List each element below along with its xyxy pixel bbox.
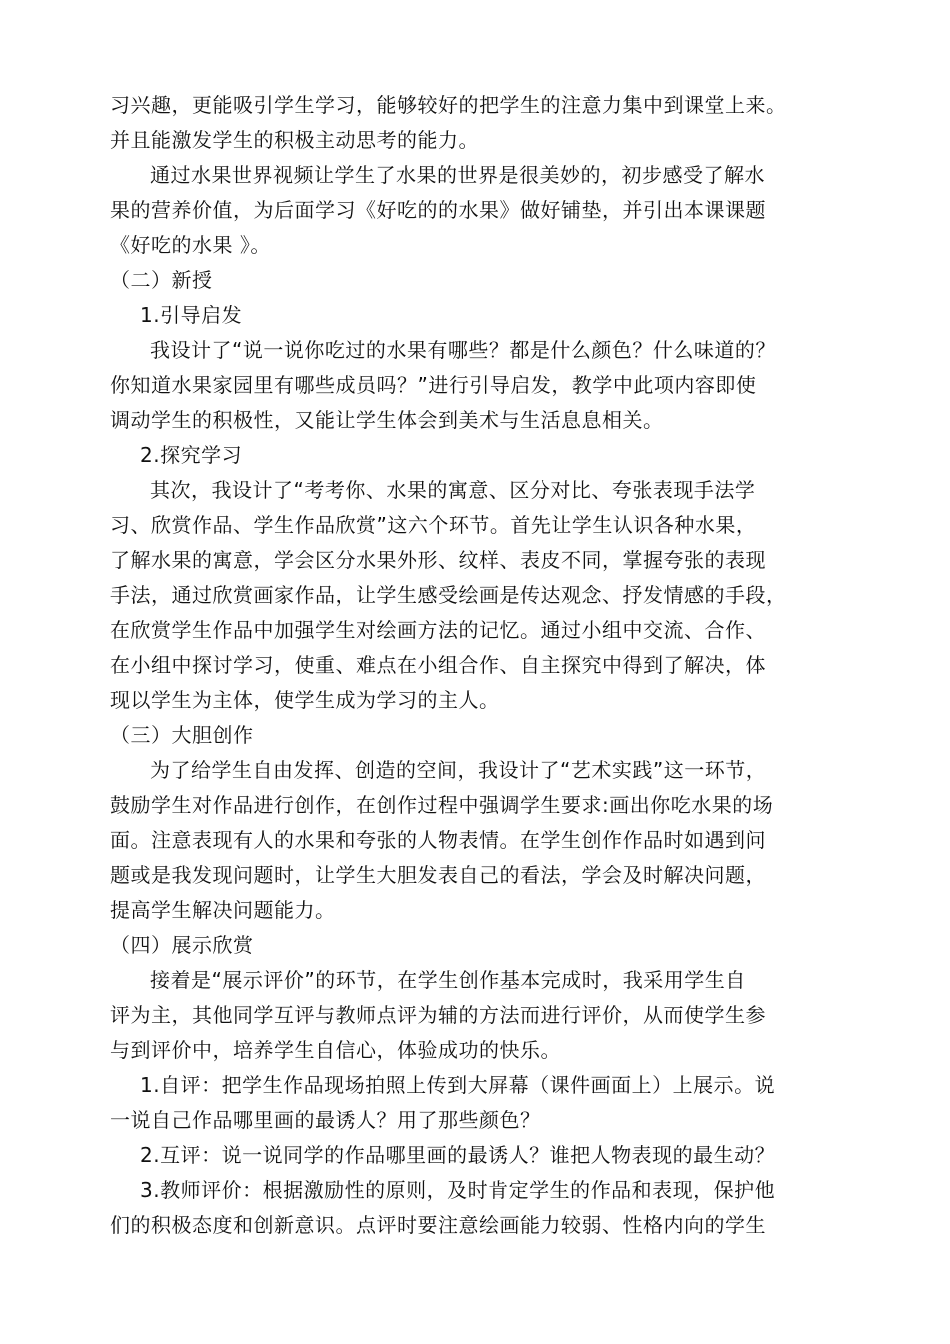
document-page: [110, 88, 858, 1243]
text-line: 1.自评：把学生作品现场拍照上传到大屏幕（课件画面上）上展示。说: [140, 1073, 776, 1097]
text-line: 题或是我发现问题时，让学生大胆发表自己的看法，学会及时解决问题，: [110, 863, 766, 887]
text-line: 通过水果世界视频让学生了水果的世界是很美妙的，初步感受了解水: [150, 163, 765, 187]
text-line: 其次，我设计了“考考你、水果的寓意、区分对比、夸张表现手法学: [150, 478, 756, 502]
subsection-heading: 2.探究学习: [140, 443, 243, 467]
text-line: 与到评价中，培养学生自信心，体验成功的快乐。: [110, 1038, 561, 1062]
text-line: 在小组中探讨学习，使重、难点在小组合作、自主探究中得到了解决，体: [110, 653, 766, 677]
section-heading: （四）展示欣赏: [110, 933, 254, 957]
text-line: 习兴趣，更能吸引学生学习，能够较好的把学生的注意力集中到课堂上来。: [110, 93, 787, 117]
text-line: 们的积极态度和创新意识。点评时要注意绘画能力较弱、性格内向的学生: [110, 1213, 766, 1237]
text-line: 了解水果的寓意，学会区分水果外形、纹样、表皮不同，掌握夸张的表现: [110, 548, 766, 572]
text-line: 为了给学生自由发挥、创造的空间，我设计了“艺术实践”这一环节，: [150, 758, 767, 782]
text-line: 面。注意表现有人的水果和夸张的人物表情。在学生创作作品时如遇到问: [110, 828, 766, 852]
text-line: 我设计了“说一说你吃过的水果有哪些？都是什么颜色？什么味道的？: [150, 338, 776, 362]
text-line: 手法，通过欣赏画家作品，让学生感受绘画是传达观念、抒发情感的手段，: [110, 583, 787, 607]
text-line: 在欣赏学生作品中加强学生对绘画方法的记忆。通过小组中交流、合作、: [110, 618, 766, 642]
section-heading: （二）新授: [110, 268, 213, 292]
text-line: 果的营养价值，为后面学习《好吃的的水果》做好铺垫，并引出本课课题: [110, 198, 766, 222]
text-line: 习、欣赏作品、学生作品欣赏”这六个环节。首先让学生认识各种水果，: [110, 513, 757, 537]
text-line: 并且能激发学生的积极主动思考的能力。: [110, 128, 479, 152]
section-heading: （三）大胆创作: [110, 723, 254, 747]
text-line: 2.互评：说一说同学的作品哪里画的最诱人？谁把人物表现的最生动？: [140, 1143, 776, 1167]
text-line: 鼓励学生对作品进行创作，在创作过程中强调学生要求:画出你吃水果的场: [110, 793, 774, 817]
text-line: 3.教师评价：根据激励性的原则，及时肯定学生的作品和表现，保护他: [140, 1178, 776, 1202]
subsection-heading: 1.引导启发: [140, 303, 243, 327]
text-line: 评为主，其他同学互评与教师点评为辅的方法而进行评价，从而使学生参: [110, 1003, 766, 1027]
text-line: 一说自己作品哪里画的最诱人？用了那些颜色？: [110, 1108, 541, 1132]
text-line: 你知道水果家园里有哪些成员吗？”进行引导启发，教学中此项内容即使: [110, 373, 757, 397]
text-line: 现以学生为主体，使学生成为学习的主人。: [110, 688, 500, 712]
text-line: 提高学生解决问题能力。: [110, 898, 336, 922]
text-line: 《好吃的水果 》。: [110, 233, 271, 257]
text-line: 调动学生的积极性，又能让学生体会到美术与生活息息相关。: [110, 408, 664, 432]
text-line: 接着是“展示评价”的环节，在学生创作基本完成时，我采用学生自: [150, 968, 746, 992]
